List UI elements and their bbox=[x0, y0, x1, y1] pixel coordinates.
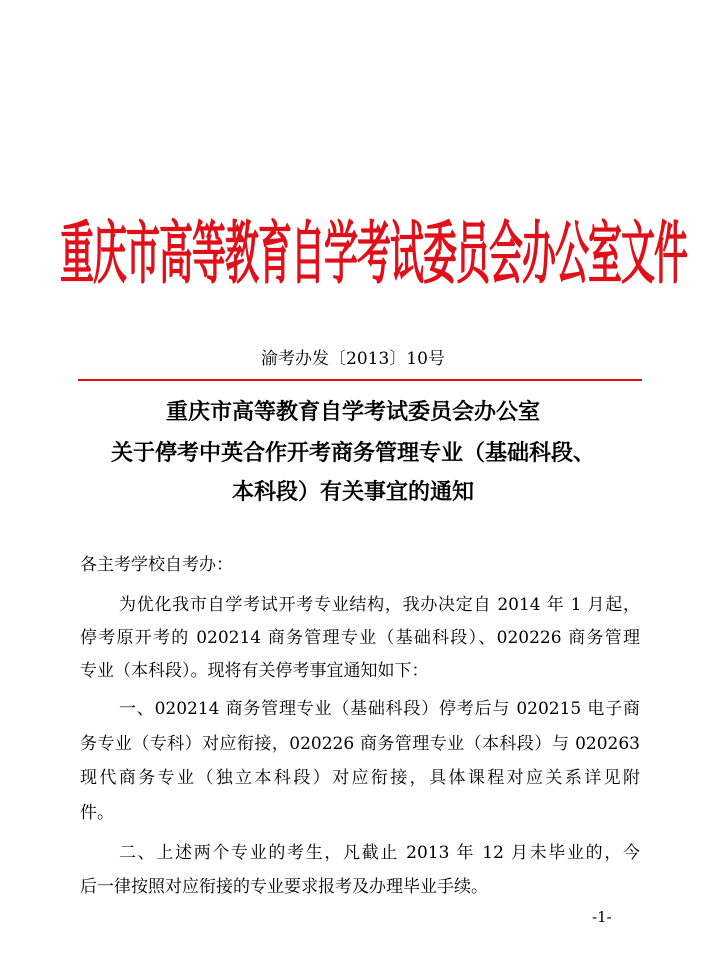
body-line: 二、上述两个专业的考生，凡截止 2013 年 12 月未毕业的，今 bbox=[119, 843, 640, 863]
body-line: 现代商务专业（独立本科段）对应衔接，具体课程对应关系详见附 bbox=[80, 768, 640, 788]
document-number: 渝考办发〔2013〕10号 bbox=[261, 349, 445, 369]
notice-title-line-1: 重庆市高等教育自学考试委员会办公室 bbox=[165, 400, 540, 425]
body-line: 务专业（专科）对应衔接，020226 商务管理专业（本科段）与 020263 bbox=[80, 734, 640, 754]
body-line: 为优化我市自学考试开考专业结构，我办决定自 2014 年 1 月起， bbox=[119, 595, 640, 615]
notice-title-line-3: 本科段）有关事宜的通知 bbox=[231, 480, 474, 505]
notice-title-line-2: 关于停考中英合作开考商务管理专业（基础科段、 bbox=[110, 441, 595, 466]
body-line: 一、020214 商务管理专业（基础科段）停考后与 020215 电子商 bbox=[119, 699, 640, 719]
body-line: 件。 bbox=[80, 803, 114, 823]
page-number: -1- bbox=[592, 908, 612, 926]
body-line: 后一律按照对应衔接的专业要求报考及办理毕业手续。 bbox=[80, 877, 488, 897]
red-divider-line bbox=[78, 379, 642, 381]
body-line: 停考原开考的 020214 商务管理专业（基础科段）、020226 商务管理 bbox=[80, 628, 640, 648]
body-line: 专业（本科段）。现将有关停考事宜通知如下： bbox=[80, 661, 429, 681]
masthead-title: 重庆市高等教育自学考试委员会办公室文件 bbox=[60, 215, 687, 295]
salutation: 各主考学校自考办： bbox=[80, 555, 233, 575]
